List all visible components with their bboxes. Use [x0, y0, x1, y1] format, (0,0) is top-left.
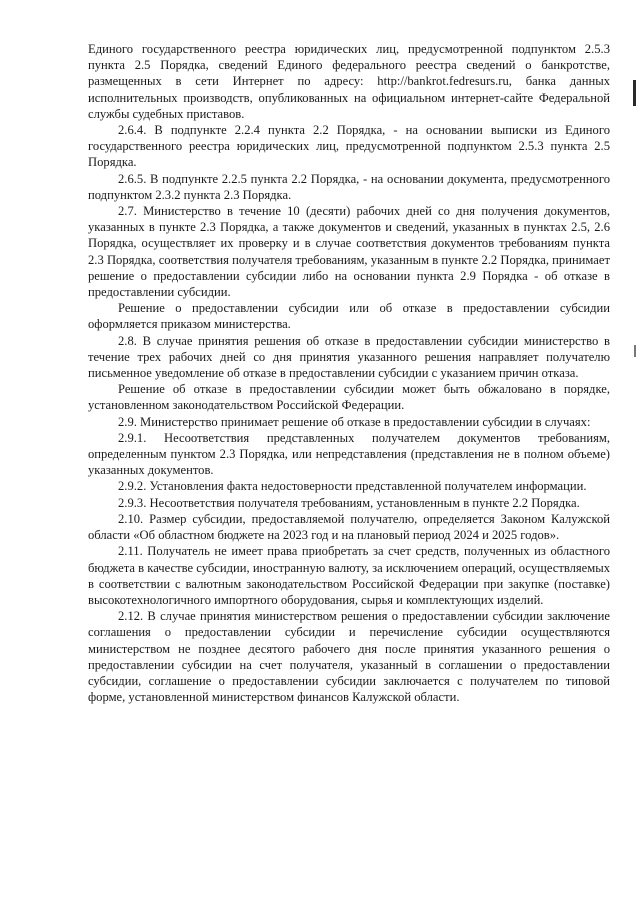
paragraph-2-12: 2.12. В случае принятия министерством решения о предоставлении субсидии заключение соглашения о предоставлении субсидии и перечисление субсидии осуществляются министерством не позднее десятого рабочего дня после принятия указанного решения о предоставлении субсидии на счет получателя, указанный в соглашении о предоставлении субсидии, соглашение о предоставлении субсидии заключается с получателем по типовой форме, установленной министерством финансов Калужской области.	[88, 609, 610, 705]
document-page	[88, 41, 610, 705]
scan-edge-mark	[633, 80, 636, 106]
paragraph-2-11: 2.11. Получатель не имеет права приобретать за счет средств, полученных из областного бюджета в качестве субсидии, иностранную валюту, за исключением операций, осуществляемых в соответствии с валютным законодательством Российской Федерации при закупке (поставке) высокотехнологичного импортного оборудования, сырья и комплектующих изделий.	[88, 544, 610, 607]
paragraph-continuation: Единого государственного реестра юридических лиц, предусмотренной подпунктом 2.5.3 пункта 2.5 Порядка, сведений Единого федерального реестра сведений о банкротстве, размещенных в сети Интернет по адресу: http://bankrot.fedresurs.ru, банка данных исполнительных производств, опубликованных на официальном интернет-сайте Федеральной службы судебных приставов.	[88, 42, 610, 121]
paragraph-2-6-4: 2.6.4. В подпункте 2.2.4 пункта 2.2 Порядка, - на основании выписки из Единого государственного реестра юридических лиц, предусмотренной подпунктом 2.5.3 пункта 2.5 Порядка.	[88, 123, 610, 170]
paragraph-2-9-3: 2.9.3. Несоответствия получателя требованиям, установленным в пункте 2.2 Порядка.	[118, 495, 580, 510]
scan-edge-mark	[634, 345, 636, 357]
paragraph-2-8: 2.8. В случае принятия решения об отказе в предоставлении субсидии министерство в течение трех рабочих дней со дня принятия указанного решения направляет получателю письменное уведомление об отказе в предоставлении субсидии с указанием причин отказа.	[88, 333, 610, 381]
paragraph-decision-order: Решение о предоставлении субсидии или об отказе в предоставлении субсидии оформляется приказом министерства.	[88, 301, 610, 332]
paragraph-2-9-2: 2.9.2. Установления факта недостоверности представленной получателем информации.	[118, 479, 587, 494]
paragraph-2-10: 2.10. Размер субсидии, предоставляемой получателю, определяется Законом Калужской области «Об областном бюджете на 2023 год и на плановый период 2024 и 2025 годов».	[88, 511, 610, 543]
paragraph-2-6-5: 2.6.5. В подпункте 2.2.5 пункта 2.2 Порядка, - на основании документа, предусмотренного подпунктом 2.3.2 пункта 2.3 Порядка.	[88, 171, 610, 202]
paragraph-2-7: 2.7. Министерство в течение 10 (десяти) рабочих дней со дня получения документов, указанных в пункте 2.3 Порядка, а также документов и сведений, указанных в пунктах 2.5, 2.6 Порядка, осуществляет их проверку и в случае соответствия документов требованиям пункта 2.3 Порядка, соответствия получателя требованиям, указанным в пункте 2.2 Порядка, принимает решение о предоставлении субсидии либо на основании пункта 2.9 Порядка - об отказе в предоставлении субсидии.	[88, 204, 610, 300]
paragraph-appeal: Решение об отказе в предоставлении субсидии может быть обжаловано в порядке, установленном законодательством Российской Федерации.	[88, 382, 610, 413]
paragraph-2-9-1: 2.9.1. Несоответствия представленных получателем документов требованиям, определенным пунктом 2.3 Порядка, или непредставления (представления не в полном объеме) указанных документов.	[88, 430, 610, 478]
paragraph-2-9: 2.9. Министерство принимает решение об отказе в предоставлении субсидии в случаях:	[118, 414, 591, 429]
